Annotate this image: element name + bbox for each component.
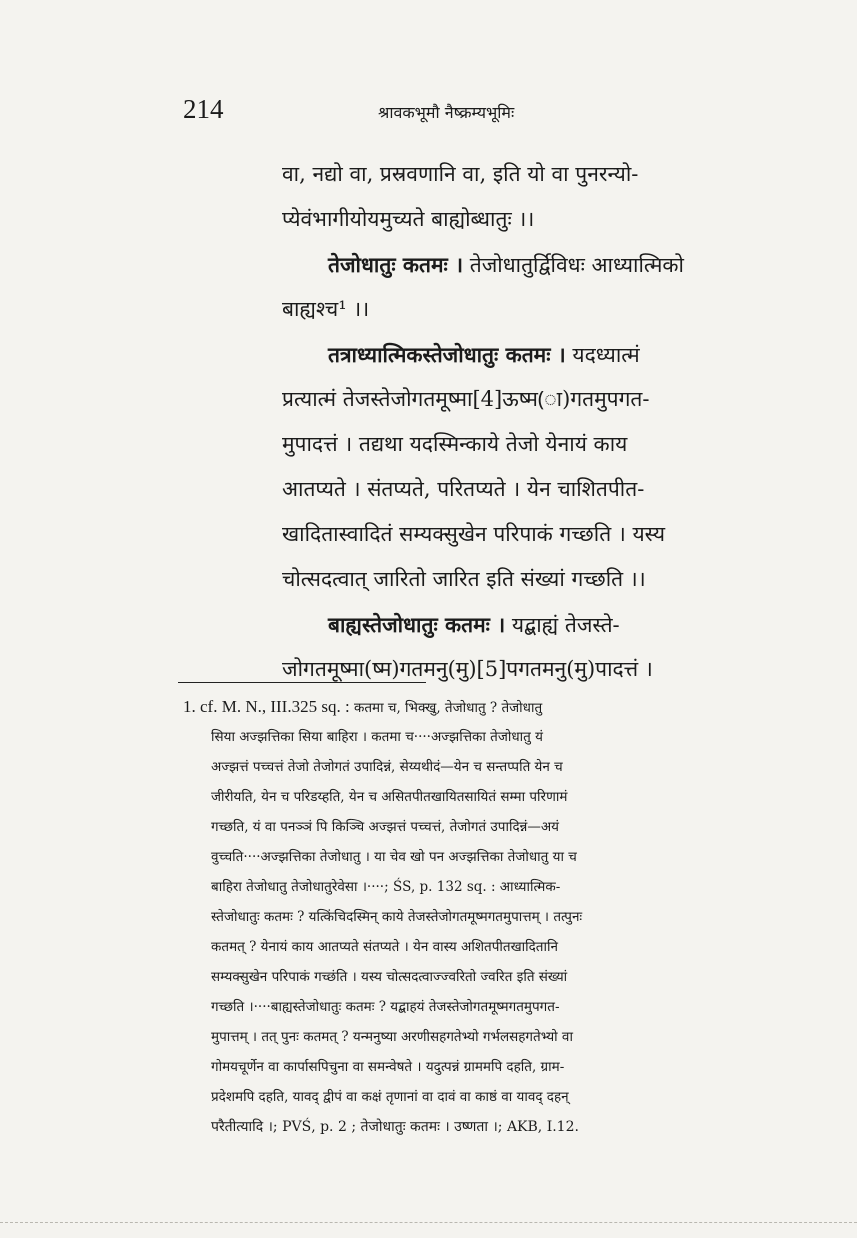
page-bottom-edge [0,1222,857,1226]
footnote-line: बाहिरा तेजोधातु तेजोधातुरेवेसा ।····; ŚS, p. 132 sq. : आध्यात्मिक- [211,879,561,895]
page-number: 214 [183,94,224,124]
text-line: खादितास्वादितं सम्यक्सुखेन परिपाकं गच्छति । यस्य [282,522,666,546]
footnote-line: सम्यक्सुखेन परिपाकं गच्छंति । यस्य चोत्सदत्वाज्ज्वरितो ज्वरित इति संख्यां [211,969,568,985]
main-text-block [282,152,782,692]
footnote-line: गच्छति ।····बाह्यस्तेजोधातुः कतमः ? यद्बाहयं तेजस्तेजोगतमूष्मगतमुपगत- [211,999,560,1015]
footnote-line: अज्झत्तं पच्चत्तं तेजो तेजोगतं उपादिन्नं, सेय्यथीदं—येन च सन्तप्पति येन च [211,759,563,775]
text-line: चोत्सदत्वात् जारितो जारित इति संख्यां गच्छति ।। [282,567,646,591]
text-line: जोगतमूष्मा(ष्म)गतमनु(मु)[5]पगतमनु(मु)पादत्तं । [282,657,653,681]
text-line: तेजोधातुः कतमः । तेजोधातुर्द्विविधः आध्यात्मिको [328,252,684,277]
footnote-line: परैतीत्यादि ।; PVŚ, p. 2 ; तेजोधातुः कतमः । उष्णता ।; AKB, I.12. [211,1119,579,1135]
footnote-line: वुच्चति····अज्झत्तिका तेजोधातु । या चेव खो पन अज्झत्तिका तेजोधातु या च [211,849,577,865]
text-line: वा, नद्यो वा, प्रस्रवणानि वा, इति यो वा पुनरन्यो- [282,162,639,186]
text-line: तत्राध्यात्मिकस्तेजोधातुः कतमः । यदध्यात्मं [328,342,640,367]
footnote-line: कतमत् ? येनायं काय आतप्यते संतप्यते । येन वास्य अशितपीतखादितानि [211,939,558,955]
text-line: बाह्यस्तेजोधातुः कतमः । यद्बाह्यं तेजस्ते- [328,612,620,637]
section-heading: तेजोधातुः कतमः । [328,252,464,277]
footnote-marker: 1. [183,697,196,716]
footnote-line: मुपात्तम् । तत् पुनः कतमत् ? यन्मनुष्या अरणीसहगतेभ्यो गर्भलसहगतेभ्यो वा [211,1029,573,1045]
text-line: प्येवंभागीयोयमुच्यते बाह्योब्धातुः ।। [282,207,535,231]
footnote-line: सिया अज्झत्तिका सिया बाहिरा । कतमा च····अज्झत्तिका तेजोधातु यं [211,729,543,745]
text-line: आतप्यते । संतप्यते, परितप्यते । येन चाशितपीत- [282,477,645,501]
running-title: श्रावकभूमौ नैष्क्रम्यभूमिः [378,103,515,122]
footnote-separator [178,682,426,683]
section-heading: तत्राध्यात्मिकस्तेजोधातुः कतमः । [328,342,566,367]
footnote-block [183,692,783,1142]
footnote-line: जीरीयति, येन च परिडय्हति, येन च असितपीतखायितसायितं सम्मा परिणामं [211,789,568,805]
text-line: बाह्यश्च¹ ।। [282,297,370,321]
text-line: प्रत्यात्मं तेजस्तेजोगतमूष्मा[4]ऊष्म(ा)गतमुपगत- [282,387,650,411]
footnote-line: 1. cf. M. N., III.325 sq. : कतमा च, भिक्खु, तेजोधातु ? तेजोधातु [183,697,543,716]
text-line: मुपादत्तं । तद्यथा यदस्मिन्काये तेजो येनायं काय [282,432,628,456]
footnote-line: गच्छति, यं वा पनञ्ञं पि किञ्चि अज्झत्तं पच्चत्तं, तेजोगतं उपादिन्नं—अयं [211,819,559,835]
footnote-line: स्तेजोधातुः कतमः ? यत्किंचिदस्मिन् काये तेजस्तेजोगतमूष्मगतमुपात्तम् । तत्पुनः [211,909,583,925]
section-heading: बाह्यस्तेजोधातुः कतमः । [328,612,506,637]
footnote-line: गोमयचूर्णेन वा कार्पासपिचुना वा समन्वेषते । यदुत्पन्नं ग्राममपि दहति, ग्राम- [211,1059,565,1075]
footnote-reference: cf. M. N., III.325 sq. : [200,697,350,716]
footnote-line: प्रदेशमपि दहति, यावद् द्वीपं वा कक्षं तृणानां वा दावं वा काष्ठं वा यावद् दहन् [211,1089,569,1105]
